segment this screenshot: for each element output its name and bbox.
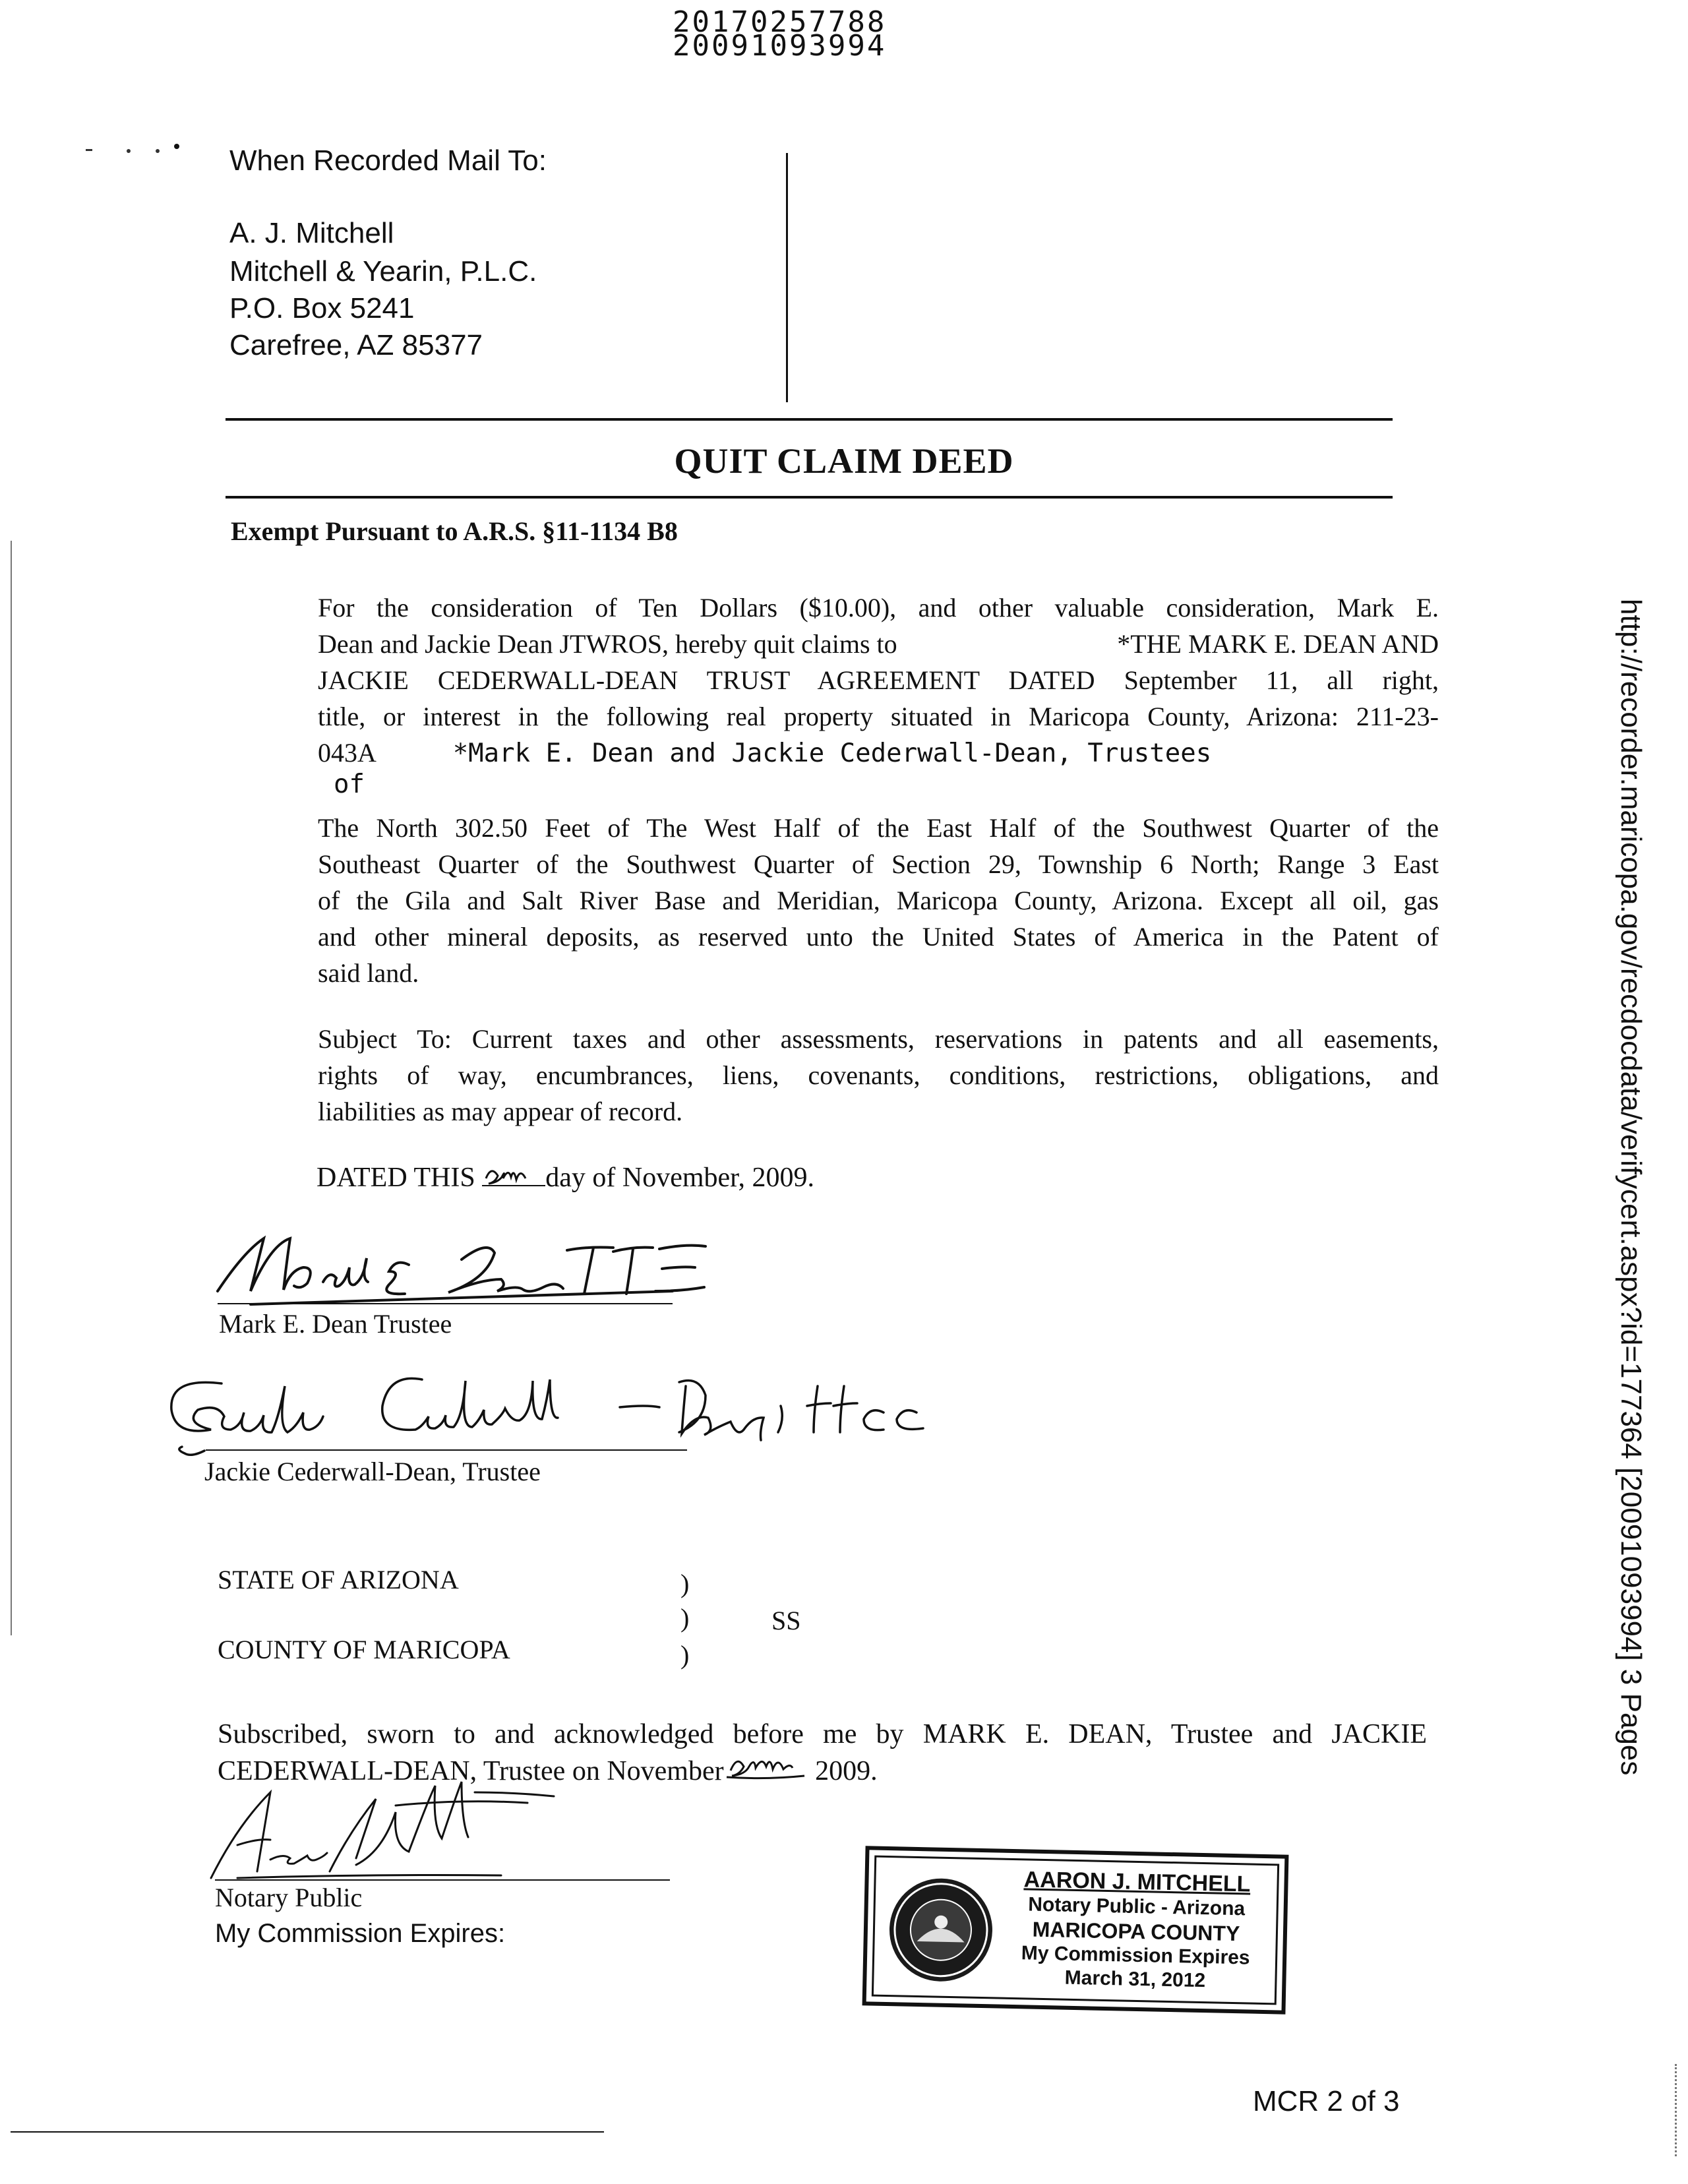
consideration-line: For the consideration of Ten Dollars ($10.00), and other valuable consideration, Mark E. xyxy=(318,593,1439,622)
footer-rule xyxy=(11,2131,604,2133)
acknowledgment-day-blank xyxy=(724,1753,808,1780)
mail-to-city: Carefree, AZ 85377 xyxy=(229,329,483,361)
consideration-line xyxy=(318,735,1439,772)
mail-to-firm: Mitchell & Yearin, P.L.C. xyxy=(229,255,537,288)
scan-edge-mark xyxy=(1675,2064,1679,2156)
consideration-paragraph xyxy=(318,590,1439,798)
exemption-statement: Exempt Pursuant to A.R.S. §11-1134 B8 xyxy=(231,516,678,546)
acknowledgment-prefix: CEDERWALL-DEAN, Trustee on November xyxy=(218,1756,724,1786)
arizona-seal-icon xyxy=(888,1877,993,1982)
arizona-seal-graphic xyxy=(888,1877,993,1982)
notary-signature-scribble xyxy=(198,1779,607,1885)
dated-line xyxy=(316,1162,814,1194)
stamp-expires-label: My Commission Expires xyxy=(1021,1942,1250,1969)
footer-page-label: MCR 2 of 3 xyxy=(1253,2085,1400,2117)
stamp-expires-date: March 31, 2012 xyxy=(1064,1966,1206,1992)
scan-speck xyxy=(174,144,179,149)
previous-recording-number: 20091093994 xyxy=(673,29,887,63)
legal-line: and other mineral deposits, as reserved unto the United States of America in the Patent of xyxy=(318,922,1439,952)
verification-url: http://recorder.maricopa.gov/recdocdata/verifycert.aspx?id=177364 [20091093994] 3 Pages xyxy=(1615,599,1647,1776)
scan-edge-mark xyxy=(11,541,12,1635)
consideration-grantee: *THE MARK E. DEAN AND xyxy=(1117,629,1439,659)
legal-line: Southeast Quarter of the Southwest Quarter of Section 29, Township 6 North; Range 3 East xyxy=(318,849,1439,879)
subject-to-line: Subject To: Current taxes and other assessments, reservations in patents and all easements, xyxy=(318,1024,1439,1054)
parcel-number-end: 043A xyxy=(318,738,375,768)
signer1-label: Mark E. Dean Trustee xyxy=(219,1309,452,1339)
mail-to-heading: When Recorded Mail To: xyxy=(229,144,547,177)
acknowledgment-suffix: 2009. xyxy=(815,1756,878,1786)
handwritten-ack-day xyxy=(724,1748,808,1781)
venue-paren: ) xyxy=(680,1640,690,1670)
scan-speck xyxy=(86,149,92,151)
commission-expires-label: My Commission Expires: xyxy=(215,1919,506,1948)
consideration-line xyxy=(318,626,1439,662)
mail-to-box: P.O. Box 5241 xyxy=(229,292,415,324)
document-title: QUIT CLAIM DEED xyxy=(674,441,1014,481)
title-top-rule xyxy=(226,418,1393,421)
venue-county: COUNTY OF MARICOPA xyxy=(218,1635,510,1664)
notary-label: Notary Public xyxy=(215,1883,363,1912)
handwritten-day xyxy=(482,1159,545,1188)
mail-to-name: A. J. Mitchell xyxy=(229,217,394,249)
venue-paren: ) xyxy=(680,1569,690,1598)
notary-stamp-border xyxy=(872,1856,1279,2005)
subject-to-line: rights of way, encumbrances, liens, covenants, conditions, restrictions, obligations, and xyxy=(318,1060,1439,1090)
signature-mark-dean-scribble xyxy=(198,1225,765,1311)
signature-line-2 xyxy=(206,1449,687,1451)
venue-paren: ) xyxy=(680,1603,690,1633)
scan-speck xyxy=(156,149,160,153)
notary-signature-line xyxy=(215,1879,670,1881)
notary-stamp xyxy=(862,1846,1289,2014)
dated-suffix: day of November, 2009. xyxy=(545,1163,814,1193)
consideration-line: JACKIE CEDERWALL-DEAN TRUST AGREEMENT DATED September 11, all right, xyxy=(318,665,1439,695)
consideration-line-start: Dean and Jackie Dean JTWROS, hereby quit claims to xyxy=(318,629,897,659)
venue-state: STATE OF ARIZONA xyxy=(218,1565,459,1594)
signature-mark-dean xyxy=(198,1225,765,1311)
signer2-label: Jackie Cederwall-Dean, Trustee xyxy=(204,1457,541,1486)
recording-box-rule xyxy=(786,153,788,402)
dated-prefix: DATED THIS xyxy=(316,1163,475,1193)
subject-to-paragraph xyxy=(318,1021,1439,1130)
legal-description xyxy=(318,810,1439,991)
dated-day-blank xyxy=(482,1163,545,1186)
subject-to-line: liabilities as may appear of record. xyxy=(318,1097,683,1126)
legal-line: The North 302.50 Feet of The West Half of the East Half of the Southwest Quarter of the xyxy=(318,813,1439,843)
trustee-insert: *Mark E. Dean and Jackie Cederwall-Dean, Trustees xyxy=(452,739,1212,768)
recording-number: 20170257788 xyxy=(673,5,887,39)
title-bottom-rule xyxy=(226,496,1393,499)
acknowledgment-line-1: Subscribed, sworn to and acknowledged before me by MARK E. DEAN, Trustee and JACKIE xyxy=(218,1719,1427,1749)
venue-ss: SS xyxy=(771,1606,801,1635)
signature-line-1 xyxy=(218,1303,673,1304)
stamp-notary-title: Notary Public - Arizona xyxy=(1027,1893,1246,1920)
legal-line: of the Gila and Salt River Base and Meridian, Maricopa County, Arizona. Except all oil, gas xyxy=(318,886,1439,915)
trustee-insert-of: of xyxy=(334,770,365,799)
legal-line: said land. xyxy=(318,958,419,988)
stamp-county: MARICOPA COUNTY xyxy=(1032,1917,1240,1946)
notary-signature xyxy=(198,1779,607,1885)
scan-speck xyxy=(127,149,131,153)
consideration-line: title, or interest in the following real property situated in Maricopa County, Arizona: 211-23- xyxy=(318,702,1439,731)
stamp-notary-name: AARON J. MITCHELL xyxy=(1023,1867,1251,1897)
